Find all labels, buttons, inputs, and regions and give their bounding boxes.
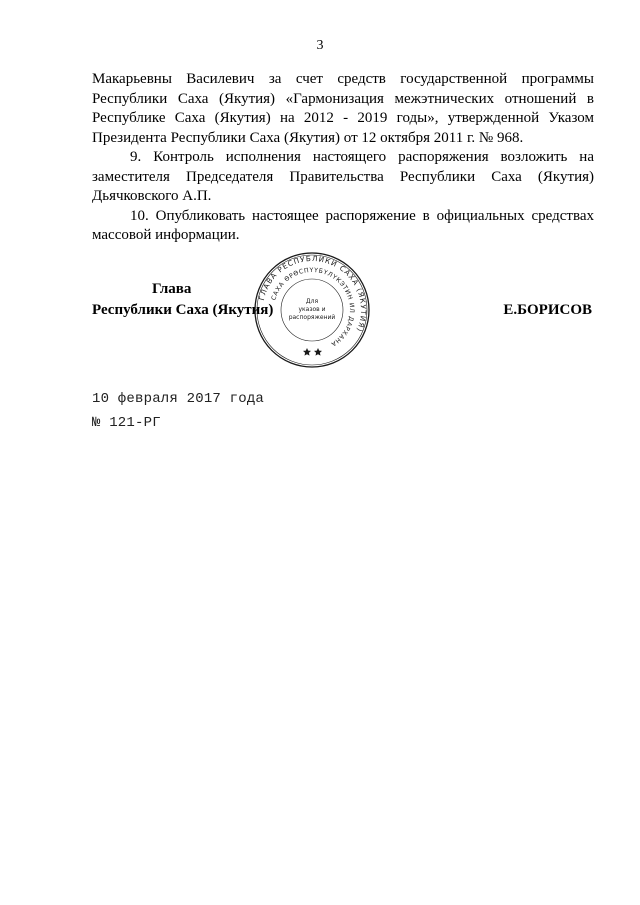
- paragraph-10: 10. Опубликовать настоящее распоряжение в официальных средствах массовой информации.: [92, 207, 594, 243]
- seal-outer-text: ГЛАВА РЕСПУБЛИКИ САХА (ЯКУТИЯ): [256, 253, 369, 334]
- seal-inner-text: САХА ӨРӨСПҮҮБҮЛҮКЭТИН ИЛ ДАРХАНА: [270, 266, 356, 348]
- seal-center-line1: Для: [305, 298, 319, 305]
- signatory-name: Е.БОРИСОВ: [503, 302, 592, 318]
- seal-center-line2: указов и: [298, 306, 326, 313]
- seal-center-line3: распоряжений: [288, 314, 336, 321]
- paragraph-9: 9. Контроль исполнения настоящего распоряжения возложить на заместителя Председателя Правительства Республики Саха (Якутия) Дьячковского А.П.: [92, 149, 594, 204]
- document-number: № 121-РГ: [92, 415, 161, 431]
- paragraph-continuation: Макарьевны Василевич за счет средств государственной программы Республики Саха (Якутия) «Гармонизация межэтнических отношений в Республике Саха (Якутия) на 2012 - 2019 годы», утвержденной Указом Президента Республики Саха (Якутия) от 12 октября 2011 г. № 968.: [92, 71, 594, 146]
- page-number: 3: [316, 38, 324, 53]
- seal-stars: [303, 348, 322, 356]
- document-body: [92, 70, 594, 246]
- signature-title-line1: Глава: [152, 281, 192, 297]
- official-seal: [252, 250, 372, 370]
- signature-title-line2: Республики Саха (Якутия): [92, 302, 274, 318]
- document-date: 10 февраля 2017 года: [92, 391, 265, 407]
